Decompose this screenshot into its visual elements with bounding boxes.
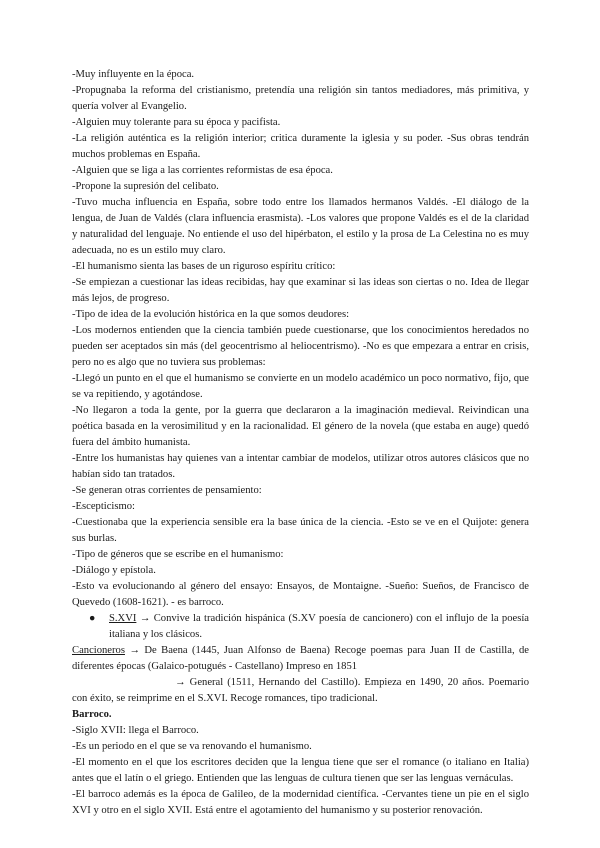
text-line: -Diálogo y epístola. (72, 565, 156, 576)
bullet-marker: ● (89, 613, 96, 624)
text-line: -Esto va evolucionando al género del ensayo: Ensayos, de Montaigne. -Sueño: Sueños, de Francisco de Quevedo (1608-1621). - es barroco. (72, 581, 529, 608)
document-page (72, 67, 529, 819)
text-line: -Los modernos entienden que la ciencia también puede cuestionarse, que los conocimientos heredados no pueden ser aceptados sin más (del geocentrismo al heliocentrismo). -No es que empezara a entrar en crisis, pero no es algo que no tuviera sus problemas: (72, 325, 529, 368)
bullet-item (72, 611, 529, 643)
text-line: -Entre los humanistas hay quienes van a intentar cambiar de modelos, utilizar otros autores clásicos que no habían sido tan tratados. (72, 453, 529, 480)
cancioneros-general: → General (1511, Hernando del Castillo). Empieza en 1490, 20 años. Poemario con éxito, se reimprime en el S.XVI. Recoge romances, tipo tradicional. (72, 677, 529, 704)
text-line: -Cuestionaba que la experiencia sensible era la base única de la ciencia. -Esto se ve en el Quijote: genera sus burlas. (72, 517, 529, 544)
cancioneros-line (72, 643, 529, 675)
text-line: -La religión auténtica es la religión interior; critica duramente la iglesia y su poder. -Sus obras tendrán muchos problemas en España. (72, 133, 529, 160)
text-line: -Propugnaba la reforma del cristianismo, pretendía una religión sin tantos mediadores, más primitiva, y quería volver al Evangelio. (72, 85, 529, 112)
text-line: -Muy influyente en la época. (72, 69, 195, 80)
text-line: -Propone la supresión del celibato. (72, 181, 219, 192)
text-line: -Tuvo mucha influencia en España, sobre todo entre los llamados hermanos Valdés. -El diálogo de la lengua, de Juan de Valdés (clara influencia erasmista). -Los valores que propone Valdés es el de la claridad y naturalidad del lenguaje. No entiende el uso del hipérbaton, el estilo y la prosa de La Celestina no es muy adecuada, no es un estilo muy claro. (72, 197, 529, 256)
text-line: -Tipo de géneros que se escribe en el humanismo: (72, 549, 284, 560)
text-line: -Tipo de idea de la evolución histórica en la que somos deudores: (72, 309, 350, 320)
bullet-label: S.XVI (109, 613, 137, 624)
bullet-text: → Convive la tradición hispánica (S.XV poesía de cancionero) con el influjo de la poesía italiana y los clásicos. (109, 613, 529, 640)
text-line: -Alguien que se liga a las corrientes reformistas de esa época. (72, 165, 333, 176)
cancioneros-baena: → De Baena (1445, Juan Alfonso de Baena) Recoge poemas para Juan II de Castilla, de diferentes épocas (Galaico-potugués - Castellano) Impreso en 1851 (72, 645, 529, 672)
text-line: -Se generan otras corrientes de pensamiento: (72, 485, 262, 496)
text-line: -El humanismo sienta las bases de un riguroso espíritu crítico: (72, 261, 336, 272)
cancioneros-line (72, 675, 529, 707)
text-line: -No llegaron a toda la gente, por la guerra que declararon a la imaginación medieval. Reivindican una poética basada en la verosimilitud y en la racionalidad. El género de la novela (que estaba en auge) quedó fuera del ámbito humanista. (72, 405, 529, 448)
text-line: -Es un periodo en el que se va renovando el humanismo. (72, 741, 312, 752)
text-line: -Llegó un punto en el que el humanismo se convierte en un modelo académico un poco normativo, fijo, que se va repitiendo, y agotándose. (72, 373, 529, 400)
text-line: -El barroco además es la época de Galileo, de la modernidad científica. -Cervantes tiene un pie en el siglo XVI y otro en el siglo XVII. Está entre el agotamiento del humanismo y su posterior renovación. (72, 789, 529, 816)
text-line: -El momento en el que los escritores deciden que la lengua tiene que ser el romance (o italiano en Italia) antes que el latín o el griego. Entienden que las lenguas de cultura tienen que ser las lenguas vernáculas. (72, 757, 529, 784)
text-line: -Siglo XVII: llega el Barroco. (72, 725, 199, 736)
text-line: -Alguien muy tolerante para su época y pacifista. (72, 117, 281, 128)
text-line: -Se empiezan a cuestionar las ideas recibidas, hay que examinar si las ideas son ciertas o no. Idea de llegar más lejos, de progreso. (72, 277, 529, 304)
text-line: -Escepticismo: (72, 501, 135, 512)
cancioneros-label: Cancioneros (72, 645, 125, 656)
section-heading: Barroco. (72, 709, 112, 720)
